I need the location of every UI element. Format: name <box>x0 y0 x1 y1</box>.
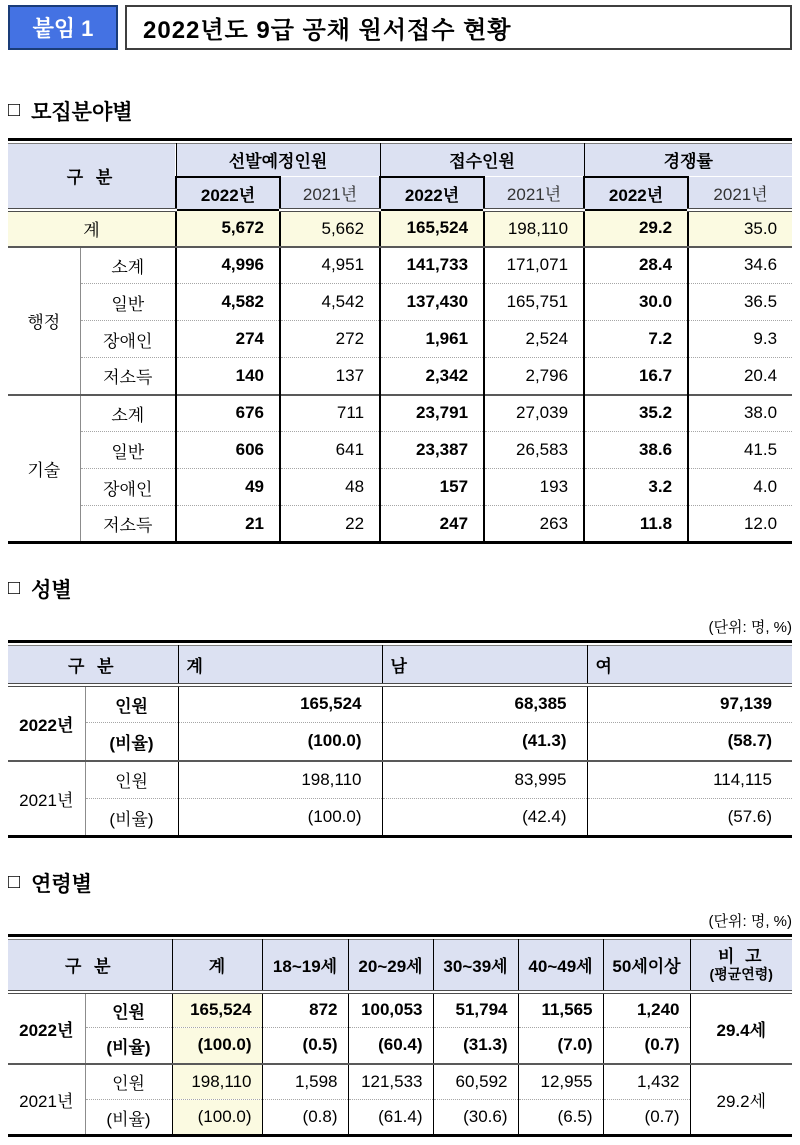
table-cell: 29.2 <box>584 210 688 247</box>
table-cell: 4.0 <box>688 469 792 506</box>
row-label: 인원 <box>85 761 178 799</box>
section-title-gender <box>8 574 792 604</box>
table-cell: 4,542 <box>280 284 380 321</box>
section-title-text: 모집분야별 <box>31 101 133 124</box>
table-row <box>8 395 792 432</box>
column-header-year-2022: 2022년 <box>176 177 280 210</box>
table-cell: 35.0 <box>688 210 792 247</box>
table-cell: 193 <box>484 469 584 506</box>
table-row <box>8 506 792 543</box>
table-row <box>8 1028 792 1064</box>
table-cell: 711 <box>280 395 380 432</box>
column-header-female: 여 <box>587 646 792 685</box>
table-cell: 30.0 <box>584 284 688 321</box>
table-cell: (0.5) <box>262 1028 348 1064</box>
column-header-age-30-39: 30~39세 <box>433 940 518 992</box>
column-header-year-2021: 2021년 <box>280 177 380 210</box>
table-cell: 97,139 <box>587 685 792 723</box>
column-header-age-20-29: 20~29세 <box>348 940 433 992</box>
table-cell: 1,961 <box>380 321 484 358</box>
table-cell: 20.4 <box>688 358 792 395</box>
column-header-year-2021: 2021년 <box>688 177 792 210</box>
row-label: 장애인 <box>80 321 176 358</box>
column-header-age-50-plus: 50세이상 <box>603 940 690 992</box>
table-cell: 1,432 <box>603 1064 690 1100</box>
document-title: 2022년도 9급 공채 원서접수 현황 <box>125 5 792 50</box>
table-cell: 28.4 <box>584 247 688 284</box>
table-cell: (7.0) <box>518 1028 603 1064</box>
table-cell: 23,387 <box>380 432 484 469</box>
table-cell: 4,582 <box>176 284 280 321</box>
table-cell: 641 <box>280 432 380 469</box>
gender-table <box>8 645 792 838</box>
table-cell: (100.0) <box>178 723 382 761</box>
table-cell: 198,110 <box>484 210 584 247</box>
table-cell: 198,110 <box>178 761 382 799</box>
table-row <box>8 1100 792 1136</box>
table-cell: (0.7) <box>603 1028 690 1064</box>
table-cell: (41.3) <box>382 723 587 761</box>
table-cell: 247 <box>380 506 484 543</box>
row-label-total: 계 <box>8 210 176 247</box>
table-row <box>8 685 792 723</box>
age-table <box>8 939 792 1137</box>
row-label: 소계 <box>80 247 176 284</box>
table-cell: 157 <box>380 469 484 506</box>
attachment-badge: 붙임 1 <box>8 5 118 50</box>
gender-table-wrap <box>8 640 792 838</box>
table-row <box>8 1064 792 1100</box>
table-cell: 137 <box>280 358 380 395</box>
table-cell: 68,385 <box>382 685 587 723</box>
table-cell: 21 <box>176 506 280 543</box>
table-cell: 165,524 <box>178 685 382 723</box>
row-label: 저소득 <box>80 358 176 395</box>
row-group-year-2022: 2022년 <box>19 1020 74 1040</box>
table-cell: 49 <box>176 469 280 506</box>
column-header-total: 계 <box>172 940 262 992</box>
row-group-year-2021: 2021년 <box>8 1064 85 1136</box>
row-group-year-2022: 2022년 <box>19 715 74 735</box>
table-cell: 198,110 <box>172 1064 262 1100</box>
table-cell: 165,524 <box>380 210 484 247</box>
row-label: 장애인 <box>80 469 176 506</box>
column-header-planned-selection: 선발예정인원 <box>176 144 380 177</box>
document-header <box>8 5 792 50</box>
table-cell: 22 <box>280 506 380 543</box>
table-cell: (100.0) <box>172 1028 262 1064</box>
unit-note: (단위: 명, %) <box>708 619 792 636</box>
row-label: 인원 <box>85 992 172 1028</box>
section-title-text: 성별 <box>31 579 72 602</box>
table-cell: 51,794 <box>433 992 518 1028</box>
row-label: (비율) <box>85 799 178 837</box>
table-cell: 137,430 <box>380 284 484 321</box>
table-cell: 12,955 <box>518 1064 603 1100</box>
column-header-year-2022: 2022년 <box>584 177 688 210</box>
table-cell: (42.4) <box>382 799 587 837</box>
row-group-year-2021: 2021년 <box>8 761 85 837</box>
table-cell: 274 <box>176 321 280 358</box>
table-cell: (0.8) <box>262 1100 348 1136</box>
table-row-total <box>8 210 792 247</box>
section-title-text: 연령별 <box>31 873 92 896</box>
table-cell: 23,791 <box>380 395 484 432</box>
table-row <box>8 284 792 321</box>
table-cell: 1,240 <box>603 992 690 1028</box>
table-cell: 141,733 <box>380 247 484 284</box>
table-cell: (60.4) <box>348 1028 433 1064</box>
row-label: 저소득 <box>80 506 176 543</box>
table-cell: 11.8 <box>584 506 688 543</box>
age-table-wrap <box>8 934 792 1137</box>
row-label: (비율) <box>85 1028 172 1064</box>
table-cell: (57.6) <box>587 799 792 837</box>
recruitment-field-table <box>8 143 792 544</box>
table-cell: 9.3 <box>688 321 792 358</box>
table-cell: (30.6) <box>433 1100 518 1136</box>
table-cell: 165,751 <box>484 284 584 321</box>
table-cell: 7.2 <box>584 321 688 358</box>
column-header-applicants: 접수인원 <box>380 144 584 177</box>
table-cell: 41.5 <box>688 432 792 469</box>
table-cell: 4,951 <box>280 247 380 284</box>
table-cell: 36.5 <box>688 284 792 321</box>
table-cell: 872 <box>262 992 348 1028</box>
table-cell: 60,592 <box>433 1064 518 1100</box>
column-header-year-2021: 2021년 <box>484 177 584 210</box>
table-row <box>8 432 792 469</box>
column-header-competition-rate: 경쟁률 <box>584 144 792 177</box>
table-cell: 100,053 <box>348 992 433 1028</box>
group-label-technical: 기술 <box>8 395 80 543</box>
table-cell: 34.6 <box>688 247 792 284</box>
column-header-remark <box>690 940 792 992</box>
row-label: 소계 <box>80 395 176 432</box>
row-label: 인원 <box>85 685 178 723</box>
group-label-admin: 행정 <box>27 313 61 332</box>
square-bullet-icon: □ <box>8 870 21 893</box>
table-cell: 676 <box>176 395 280 432</box>
table-cell: (0.7) <box>603 1100 690 1136</box>
column-header-age-40-49: 40~49세 <box>518 940 603 992</box>
column-header-male: 남 <box>382 646 587 685</box>
table-cell: 121,533 <box>348 1064 433 1100</box>
remark-title: 비 고 <box>717 947 765 967</box>
row-label: 일반 <box>80 432 176 469</box>
section-title-age <box>8 868 792 898</box>
table-row <box>8 247 792 284</box>
table-cell: 2,342 <box>380 358 484 395</box>
average-age-cell: 29.2세 <box>690 1064 792 1136</box>
table-row <box>8 723 792 761</box>
table-cell: 140 <box>176 358 280 395</box>
table-cell: 38.0 <box>688 395 792 432</box>
table-cell: 38.6 <box>584 432 688 469</box>
average-age-cell: 29.4세 <box>690 992 792 1064</box>
table-cell: 3.2 <box>584 469 688 506</box>
column-header-age-18-19: 18~19세 <box>262 940 348 992</box>
table-cell: (58.7) <box>587 723 792 761</box>
table-cell: (100.0) <box>172 1100 262 1136</box>
table-cell: 11,565 <box>518 992 603 1028</box>
table-cell: 1,598 <box>262 1064 348 1100</box>
table-cell: (61.4) <box>348 1100 433 1136</box>
square-bullet-icon: □ <box>8 98 21 121</box>
row-label: 인원 <box>85 1064 172 1100</box>
section-title-recruitment-field <box>8 96 792 126</box>
row-label: (비율) <box>85 1100 172 1136</box>
table-cell: 272 <box>280 321 380 358</box>
table-cell: 606 <box>176 432 280 469</box>
recruitment-field-table-wrap <box>8 138 792 544</box>
table-cell: 27,039 <box>484 395 584 432</box>
unit-note: (단위: 명, %) <box>708 913 792 930</box>
row-label: 일반 <box>80 284 176 321</box>
table-cell: 35.2 <box>584 395 688 432</box>
table-cell: 48 <box>280 469 380 506</box>
table-row <box>8 358 792 395</box>
table-cell: 83,995 <box>382 761 587 799</box>
column-header-total: 계 <box>178 646 382 685</box>
table-cell: (6.5) <box>518 1100 603 1136</box>
table-cell: (100.0) <box>178 799 382 837</box>
column-header-category: 구 분 <box>8 144 176 210</box>
table-cell: 12.0 <box>688 506 792 543</box>
table-row <box>8 799 792 837</box>
table-cell: 263 <box>484 506 584 543</box>
table-cell: (31.3) <box>433 1028 518 1064</box>
table-row <box>8 992 792 1028</box>
table-cell: 5,662 <box>280 210 380 247</box>
square-bullet-icon: □ <box>8 576 21 599</box>
table-cell: 16.7 <box>584 358 688 395</box>
table-cell: 114,115 <box>587 761 792 799</box>
table-cell: 2,796 <box>484 358 584 395</box>
column-header-category: 구 분 <box>8 940 172 992</box>
row-label: (비율) <box>85 723 178 761</box>
table-cell: 4,996 <box>176 247 280 284</box>
table-cell: 165,524 <box>172 992 262 1028</box>
table-cell: 2,524 <box>484 321 584 358</box>
table-row <box>8 469 792 506</box>
table-cell: 5,672 <box>176 210 280 247</box>
column-header-category: 구 분 <box>8 646 178 685</box>
table-row <box>8 761 792 799</box>
table-row <box>8 321 792 358</box>
table-cell: 26,583 <box>484 432 584 469</box>
table-cell: 171,071 <box>484 247 584 284</box>
column-header-year-2022: 2022년 <box>380 177 484 210</box>
remark-subtitle: (평균연령) <box>709 966 773 983</box>
